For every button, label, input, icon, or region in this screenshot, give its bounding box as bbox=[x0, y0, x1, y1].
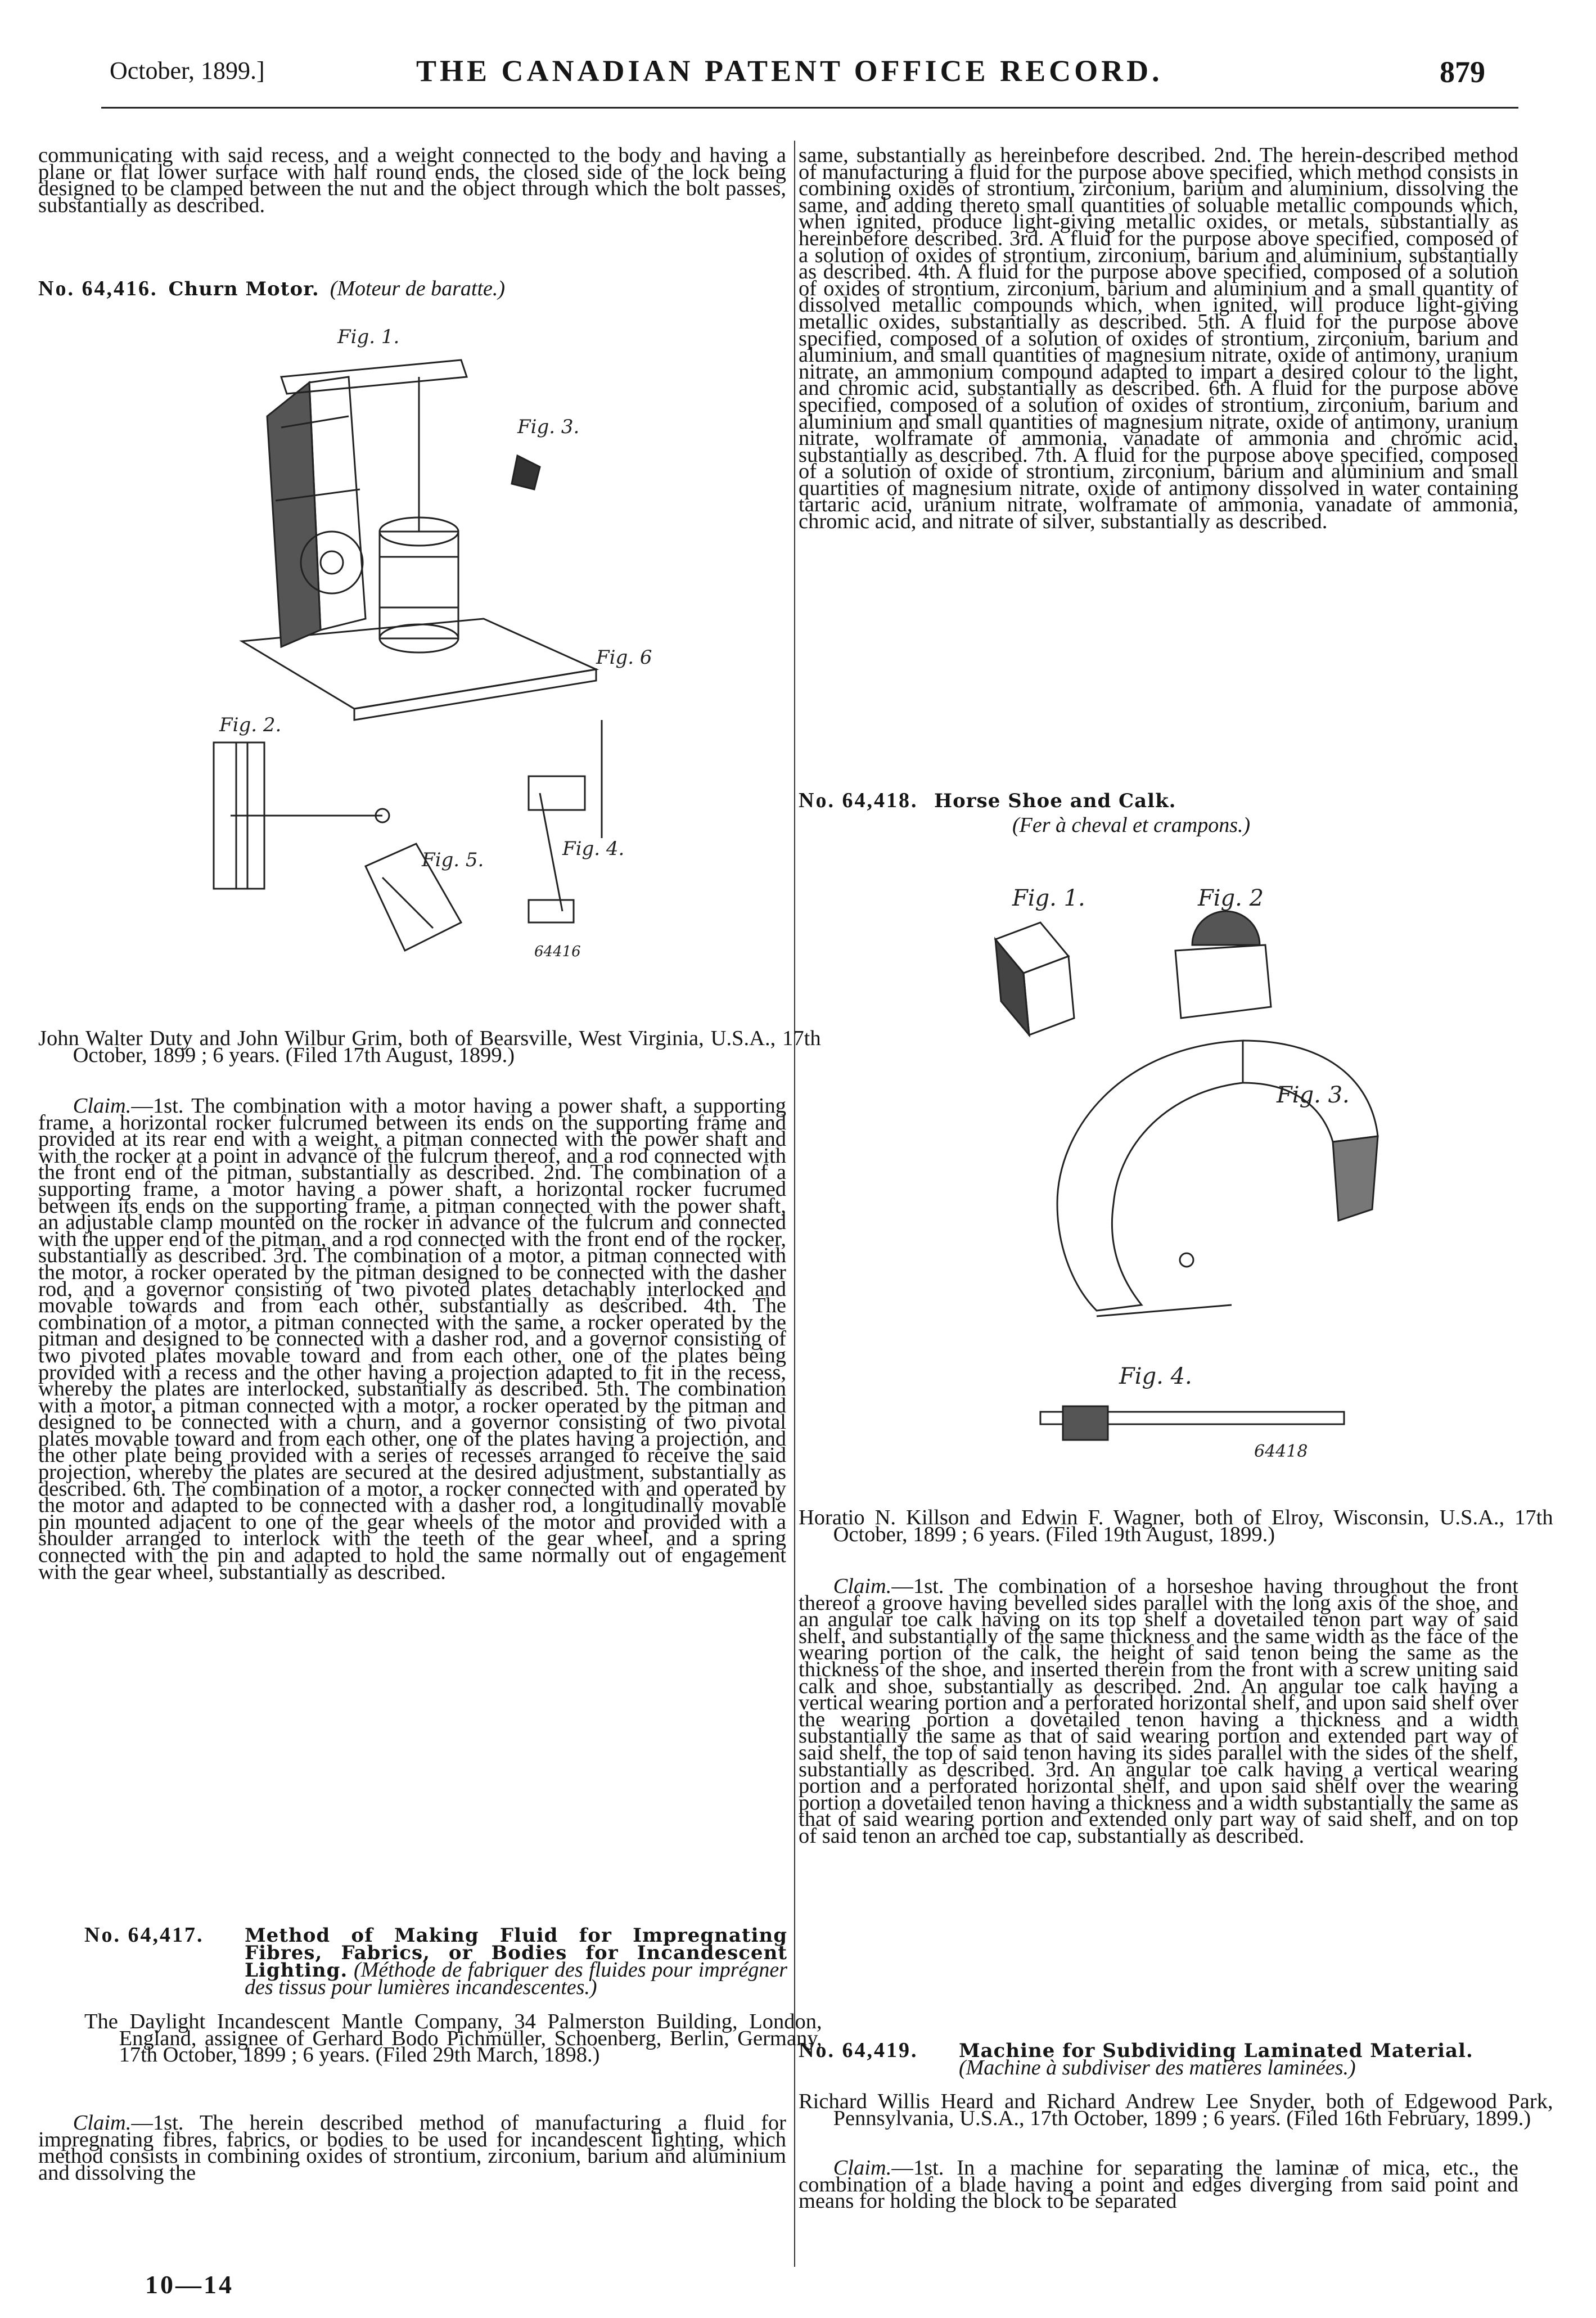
patent-heading-64418 bbox=[799, 789, 1518, 812]
patent-number: No. 64,416. bbox=[38, 277, 158, 300]
fig-reference-number: 64418 bbox=[1254, 1442, 1308, 1461]
patent-number: No. 64,417. bbox=[84, 1923, 204, 1947]
patent-title: Method of Making Fluid for Impregnating Fibres, Fabrics, or Bodies for Incandescent Lighting. bbox=[245, 1924, 787, 1982]
header-title: THE CANADIAN PATENT OFFICE RECORD. bbox=[416, 54, 1163, 88]
claim-text: —1st. The combination of a horseshoe having throughout the front thereof a groove having bevelled sides parallel with the long axis of the shoe, and an angular toe calk having on its top shelf a dovetailed tenon part way of said shelf, and substantially of the same thickness and the same width as the face of the wearing portion of the calk, the height of said tenon being the same as the thickness of the shoe, and inserted therein from the front with a screw uniting said calk and shoe, substantially as described. 2nd. An angular toe calk having a vertical wearing portion and a perforated horizontal shelf, and upon said shelf over the wearing portion a dovetailed tenon having a thickness and a width substantially the same as that of said wearing portion and extended part way of said shelf, the top of said tenon having its sides parallel with the sides of the shelf, substantially as described. 3rd. An angular toe calk having a vertical wearing portion and a perforated horizontal shelf, and upon said shelf over the wearing portion a dovetailed tenon having a thickness and a width substantially the same as that of said wearing portion and extended only part way of said shelf, and on top of said tenon an arched toe cap, substantially as described. bbox=[799, 1574, 1518, 1848]
claim-label: Claim. bbox=[833, 1574, 892, 1598]
continued-claim-text-right: same, substantially as hereinbefore described. 2nd. The herein-described method of manufacturing a fluid for the purpose above specified, which method consists in combining oxides of strontium, zirconium, barium and aluminium, dissolving the same, and adding thereto small quantities of soluable metallic compounds which, when ignited, produce light-giving metallic oxides, or metals, substantially as hereinbefore described. 3rd. A fluid for the purpose above specified, composed of a solution of oxides of strontium, zirconium, barium and aluminium, substantially as described. 4th. A fluid for the purpose above specified, composed of a solution of oxides of strontium, zirconium, barium and aluminium and a small quantity of dissolved metallic compounds which, when ignited, will produce light-giving metallic oxides, substantially as described. 5th. A fluid for the purpose above specified, composed of a solution of oxides of strontium, zirconium, barium and aluminium, and small quantities of magnesium nitrate, oxide of antimony, uranium nitrate, an ammonium compound adapted to impart a desired colour to the light, and chromic acid, substantially as described. 6th. A fluid for the purpose above specified, composed of a solution of oxides of strontium, zirconium, barium and aluminium and small quantities of magnesium nitrate, oxide of antimony, uranium nitrate, wolframate of ammonia, vanadate of ammonia and chromic acid, substantially as described. 7th. A fluid for the purpose above specified, composed of a solution of oxide of strontium, zirconium, barium and aluminium and small quartities of magnesium nitrate, oxide of antimony dissolved in water containing tartaric acid, uranium nitrate, wolframate of ammonia, vanadate of ammonia, chromic acid, and nitrate of silver, substantially as described. bbox=[799, 143, 1518, 534]
inventors-64416: John Walter Duty and John Wilbur Grim, both of Bearsville, West Virginia, U.S.A., 17th October, 1899 ; 6 years. (Filed 17th August, 1899.) bbox=[38, 1027, 821, 1067]
churn-motor-drawing bbox=[169, 315, 652, 984]
claim-label: Claim. bbox=[73, 2111, 132, 2135]
fig-label: Fig. 1. bbox=[1012, 885, 1085, 911]
horseshoe-drawing bbox=[928, 861, 1490, 1474]
claim-text: —1st. The combination with a motor having a power shaft, a supporting frame, a horizontal rocker fulcrumed between its ends on the supporting frame and provided at its rear end with a weight, a pitman connected with the power shaft and with the rocker at a point in advance of the fulcrum thereof, and a rod connected with the front end of the pitman, substantially as described. 2nd. The combination of a supporting frame, a motor having a power shaft, a horizontal rocker fucrumed between its ends on the supporting frame, a pitman connected with the power shaft, an adjustable clamp mounted on the rocker in advance of the fulcrum and connected with the upper end of the pitman, and a rod connected with the front end of the rocker, substantially as described. 3rd. The combination of a motor, a pitman connected with the motor, a rocker operated by the pitman designed to be connected with the dasher rod, and a governor consisting of two pivoted plates detachably interlocked and movable towards and from each other, substantially as described. 4th. The combination of a motor, a pitman connected with the same, a rocker operated by the pitman and designed to be connected with a dasher rod, and a governor consisting of two pivoted plates movable toward and from each other, one of the plates being provided with a recess and the other having a projection adapted to fit in the recess, whereby the plates are interlocked, substantially as described. 5th. The combination with a motor, a pitman connected with a motor, a rocker operated by the pitman and designed to be connected with a churn, and a governor consisting of two pivotal plates movable toward and from each other, one of the plates having a projection, and the other plate being provided with a series of recesses arranged to receive the said projection, whereby the plates are secured at the desired adjustment, substantially as described. 6th. The combination of a motor, a rocker connected with and operated by the motor and adapted to be connected with a dasher rod, a longitudinally movable pin mounted adjacent to one of the gear wheels of the motor and provided with a shoulder arranged to interlock with the teeth of the gear wheel, and a spring connected with the pin and adapted to hold the same normally out of engagement with the gear wheel, substantially as described. bbox=[38, 1094, 786, 1584]
patent-heading-64416 bbox=[38, 277, 786, 300]
patent-french-title: (Fer à cheval et crampons.) bbox=[1012, 813, 1251, 837]
inventors-64418: Horatio N. Killson and Edwin F. Wagner, both of Elroy, Wisconsin, U.S.A., 17th October, 1899 ; 6 years. (Filed 19th August, 1899.) bbox=[799, 1506, 1553, 1546]
claim-label: Claim. bbox=[73, 1094, 132, 1118]
inventors-64417: The Daylight Incandescent Mantle Company, 34 Palmerston Building, London, England, assignee of Gerhard Bodo Pichmüller, Schoenberg, Berlin, Germany, 17th October, 1899 ; 6 years. (Filed 29th March, 1898.) bbox=[84, 2010, 822, 2067]
horseshoe-figure bbox=[928, 861, 1490, 1474]
fig-label: Fig. 1. bbox=[337, 326, 400, 348]
claims-64418 bbox=[799, 1574, 1518, 1848]
patent-title: Horse Shoe and Calk. bbox=[934, 790, 1176, 812]
continued-claim-text: communicating with said recess, and a weight connected to the body and having a plane or flat lower surface with half round ends, the closed side of the lock being designed to be clamped between the nut and the object through which the bolt passes, substantially as described. bbox=[38, 143, 786, 217]
header-rule bbox=[101, 107, 1518, 109]
patent-title: Churn Motor. bbox=[168, 278, 319, 300]
fig-label: Fig. 5. bbox=[422, 849, 484, 871]
claim-label: Claim. bbox=[833, 2156, 892, 2180]
page-number: 879 bbox=[1440, 55, 1485, 89]
patent-french-title: (Moteur de baratte.) bbox=[330, 277, 506, 300]
fig-label: Fig. 2. bbox=[219, 714, 282, 736]
patent-french-title: (Machine à subdiviser des matières laminées.) bbox=[959, 2056, 1356, 2080]
patent-heading-64417 bbox=[84, 1923, 788, 1999]
patent-number: No. 64,419. bbox=[799, 2038, 918, 2062]
column-divider bbox=[794, 141, 795, 2267]
claims-64419 bbox=[799, 2156, 1518, 2213]
claim-text: —1st. In a machine for separating the laminæ of mica, etc., the combination of a blade having a point and edges diverging from said point and means for holding the block to be separated bbox=[799, 2156, 1518, 2213]
fig-label: Fig. 2 bbox=[1198, 885, 1264, 911]
claim-text: —1st. The herein described method of manufacturing a fluid for impregnating fibres, fabrics, or bodies to be used for incandescent lighting, which method consists in combining oxides of strontium, zirconium, barium and aluminium and dissolving the bbox=[38, 2111, 786, 2185]
fig-label: Fig. 4. bbox=[1119, 1363, 1192, 1389]
patent-title: Machine for Subdividing Laminated Material. bbox=[959, 2040, 1473, 2062]
page-header bbox=[0, 53, 1596, 104]
signature-mark: 10—14 bbox=[145, 2270, 234, 2299]
fig-label: Fig. 3. bbox=[1277, 1082, 1350, 1108]
fig-label: Fig. 4. bbox=[562, 838, 625, 860]
patent-heading-64419 bbox=[799, 2038, 1518, 2080]
claims-64417 bbox=[38, 2111, 786, 2185]
patent-number: No. 64,418. bbox=[799, 789, 918, 812]
churn-motor-figure bbox=[169, 315, 652, 984]
inventors-64419: Richard Willis Heard and Richard Andrew Lee Snyder, both of Edgewood Park, Pennsylvania, U.S.A., 17th October, 1899 ; 6 years. (Filed 16th February, 1899.) bbox=[799, 2090, 1553, 2130]
fig-label: Fig. 3. bbox=[517, 416, 580, 438]
header-date: October, 1899.] bbox=[110, 57, 265, 84]
patent-french-title: (Méthode de fabriquer des fluides pour imprégner des tissus pour lumières incandescentes.) bbox=[245, 1958, 788, 1999]
fig-reference-number: 64416 bbox=[534, 943, 581, 960]
fig-label: Fig. 6 bbox=[596, 646, 652, 669]
claims-64416 bbox=[38, 1094, 786, 1584]
